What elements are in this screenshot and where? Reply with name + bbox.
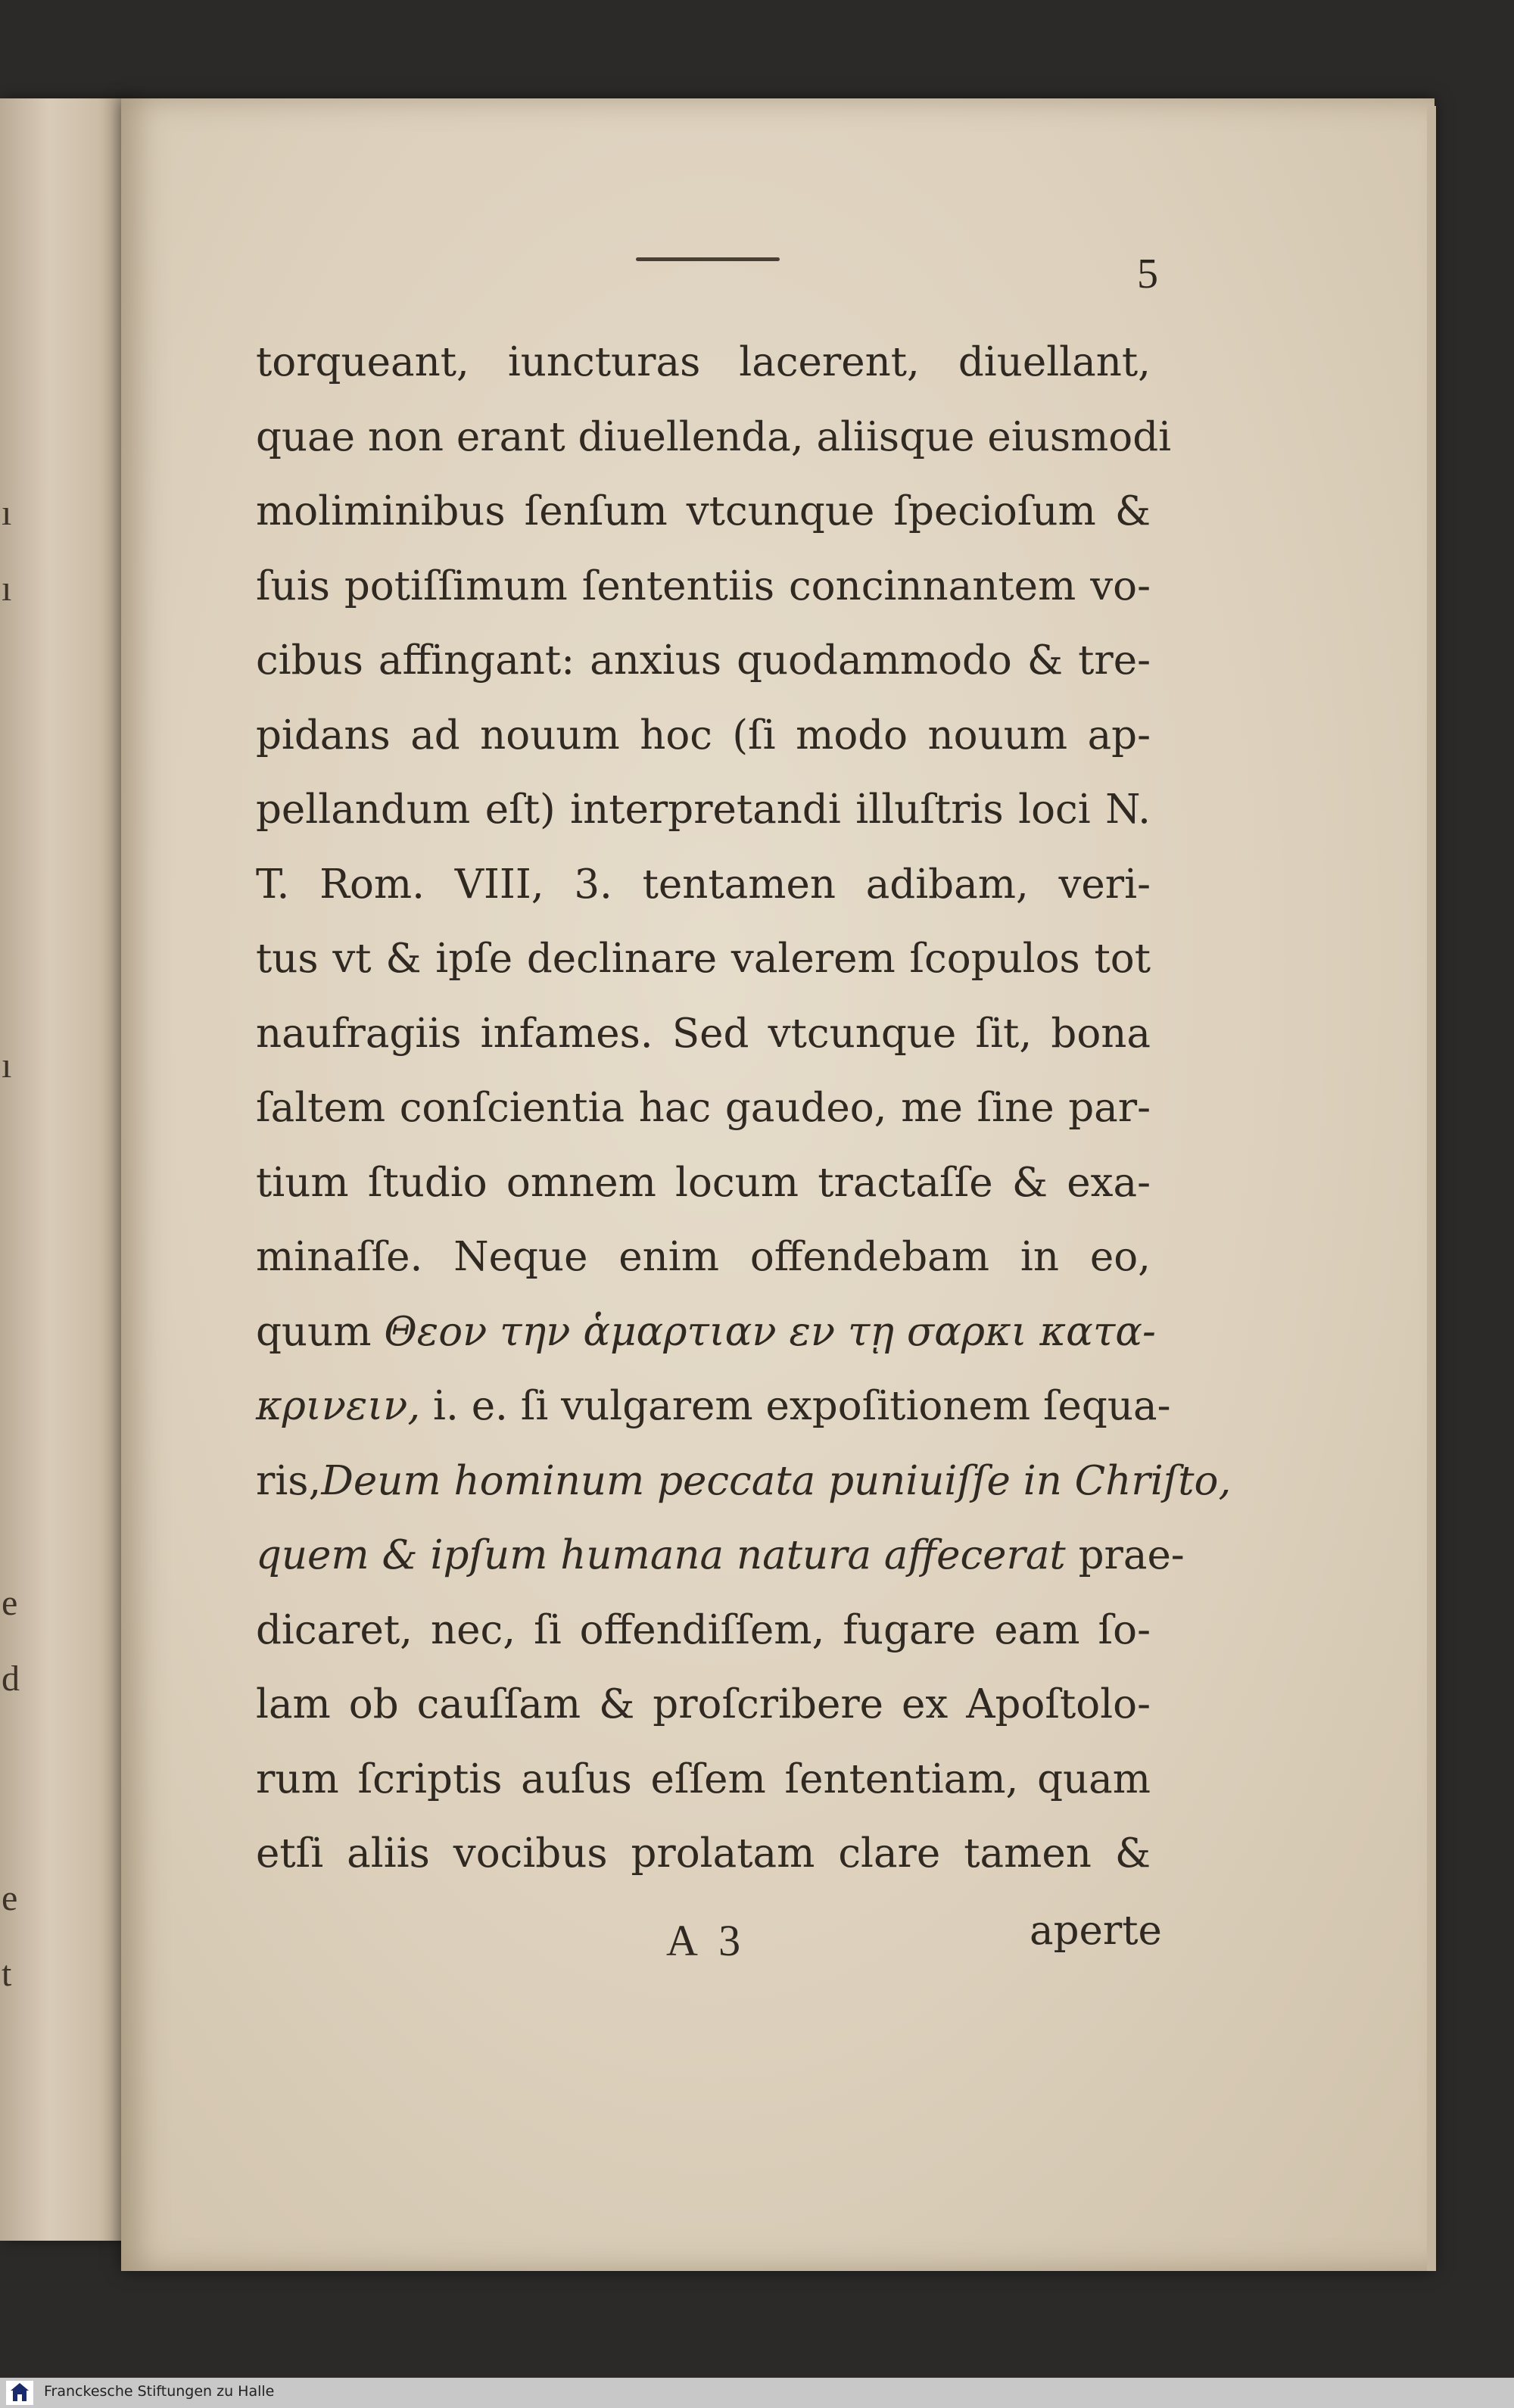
institution-logo-icon (6, 2381, 33, 2405)
text-run: quum (256, 1308, 385, 1355)
head-rule (636, 257, 780, 261)
text-line: dicaret, nec, ſi offendiſſem, fugare eam ſo- (256, 1606, 1151, 1653)
text-run: ris, (256, 1457, 322, 1504)
text-line: naufragiis infames. Sed vtcunque ſit, bona (256, 1010, 1151, 1057)
prev-page-glyph: ı (2, 569, 12, 609)
text-line: tus vt & ipſe declinare valerem ſcopulos tot (256, 936, 1151, 982)
prev-page-glyph: t (2, 1954, 12, 1994)
text-line: cibus affingant: anxius quodammodo & tre- (256, 637, 1151, 684)
text-run: i. e. ſi vulgarem expoſitionem ſequa- (420, 1383, 1171, 1429)
page-edge (1427, 106, 1436, 2271)
previous-page-edge (0, 98, 125, 2241)
italic-run: Deum hominum peccata puniuiſſe in Chriſto, (321, 1457, 1232, 1504)
signature-mark: A 3 (666, 1916, 747, 1965)
text-line-italic (256, 1444, 1232, 1519)
body-text (256, 326, 1232, 1892)
prev-page-glyph: ı (2, 1045, 12, 1086)
page-number: 5 (1137, 251, 1158, 297)
text-line: torqueant, iuncturas lacerent, diuellant, (256, 339, 1151, 385)
greek-quotation: κρινειν, (256, 1383, 421, 1429)
catchword: aperte (1030, 1908, 1162, 1954)
text-line: ſaltem conſcientia hac gaudeo, me ſine par- (256, 1085, 1151, 1131)
text-line-greek (256, 1295, 1156, 1370)
prev-page-glyph: d (2, 1659, 20, 1699)
prev-page-glyph: e (2, 1583, 18, 1623)
text-line: etſi aliis vocibus prolatam clare tamen & (256, 1830, 1151, 1877)
footer-credit: Franckesche Stiftungen zu Halle (44, 2383, 275, 2400)
text-line: pidans ad nouum hoc (ſi modo nouum ap- (256, 712, 1151, 759)
text-line: pellandum eſt) interpretandi illuſtris loci N. (256, 787, 1151, 833)
text-line-greek (256, 1369, 1171, 1444)
text-line: tium ſtudio omnem locum tractaſſe & exa- (256, 1159, 1151, 1206)
text-line: lam ob cauſſam & proſcribere ex Apoſtolo- (256, 1681, 1151, 1727)
greek-quotation: Θεον την ἁμαρτιαν εν τῃ σαρκι κατα- (384, 1308, 1156, 1355)
text-line-italic (256, 1519, 1185, 1593)
text-line: quae non erant diuellenda, aliisque eiusmodi (256, 413, 1172, 460)
prev-page-glyph: ı (2, 493, 12, 533)
italic-run: quem & ipſum humana natura affecerat (256, 1532, 1066, 1578)
text-run: prae- (1065, 1532, 1185, 1578)
prev-page-glyph: e (2, 1878, 18, 1918)
text-line: rum ſcriptis auſus eſſem ſententiam, quam (256, 1755, 1151, 1802)
text-line: moliminibus ſenſum vtcunque ſpecioſum & (256, 488, 1151, 534)
footer-bar (0, 2378, 1514, 2408)
text-line: minaſſe. Neque enim offendebam in eo, (256, 1234, 1151, 1280)
text-line: T. Rom. VIII, 3. tentamen adibam, veri- (256, 861, 1151, 908)
text-line: ſuis potiſſimum ſententiis concinnantem vo- (256, 562, 1151, 609)
